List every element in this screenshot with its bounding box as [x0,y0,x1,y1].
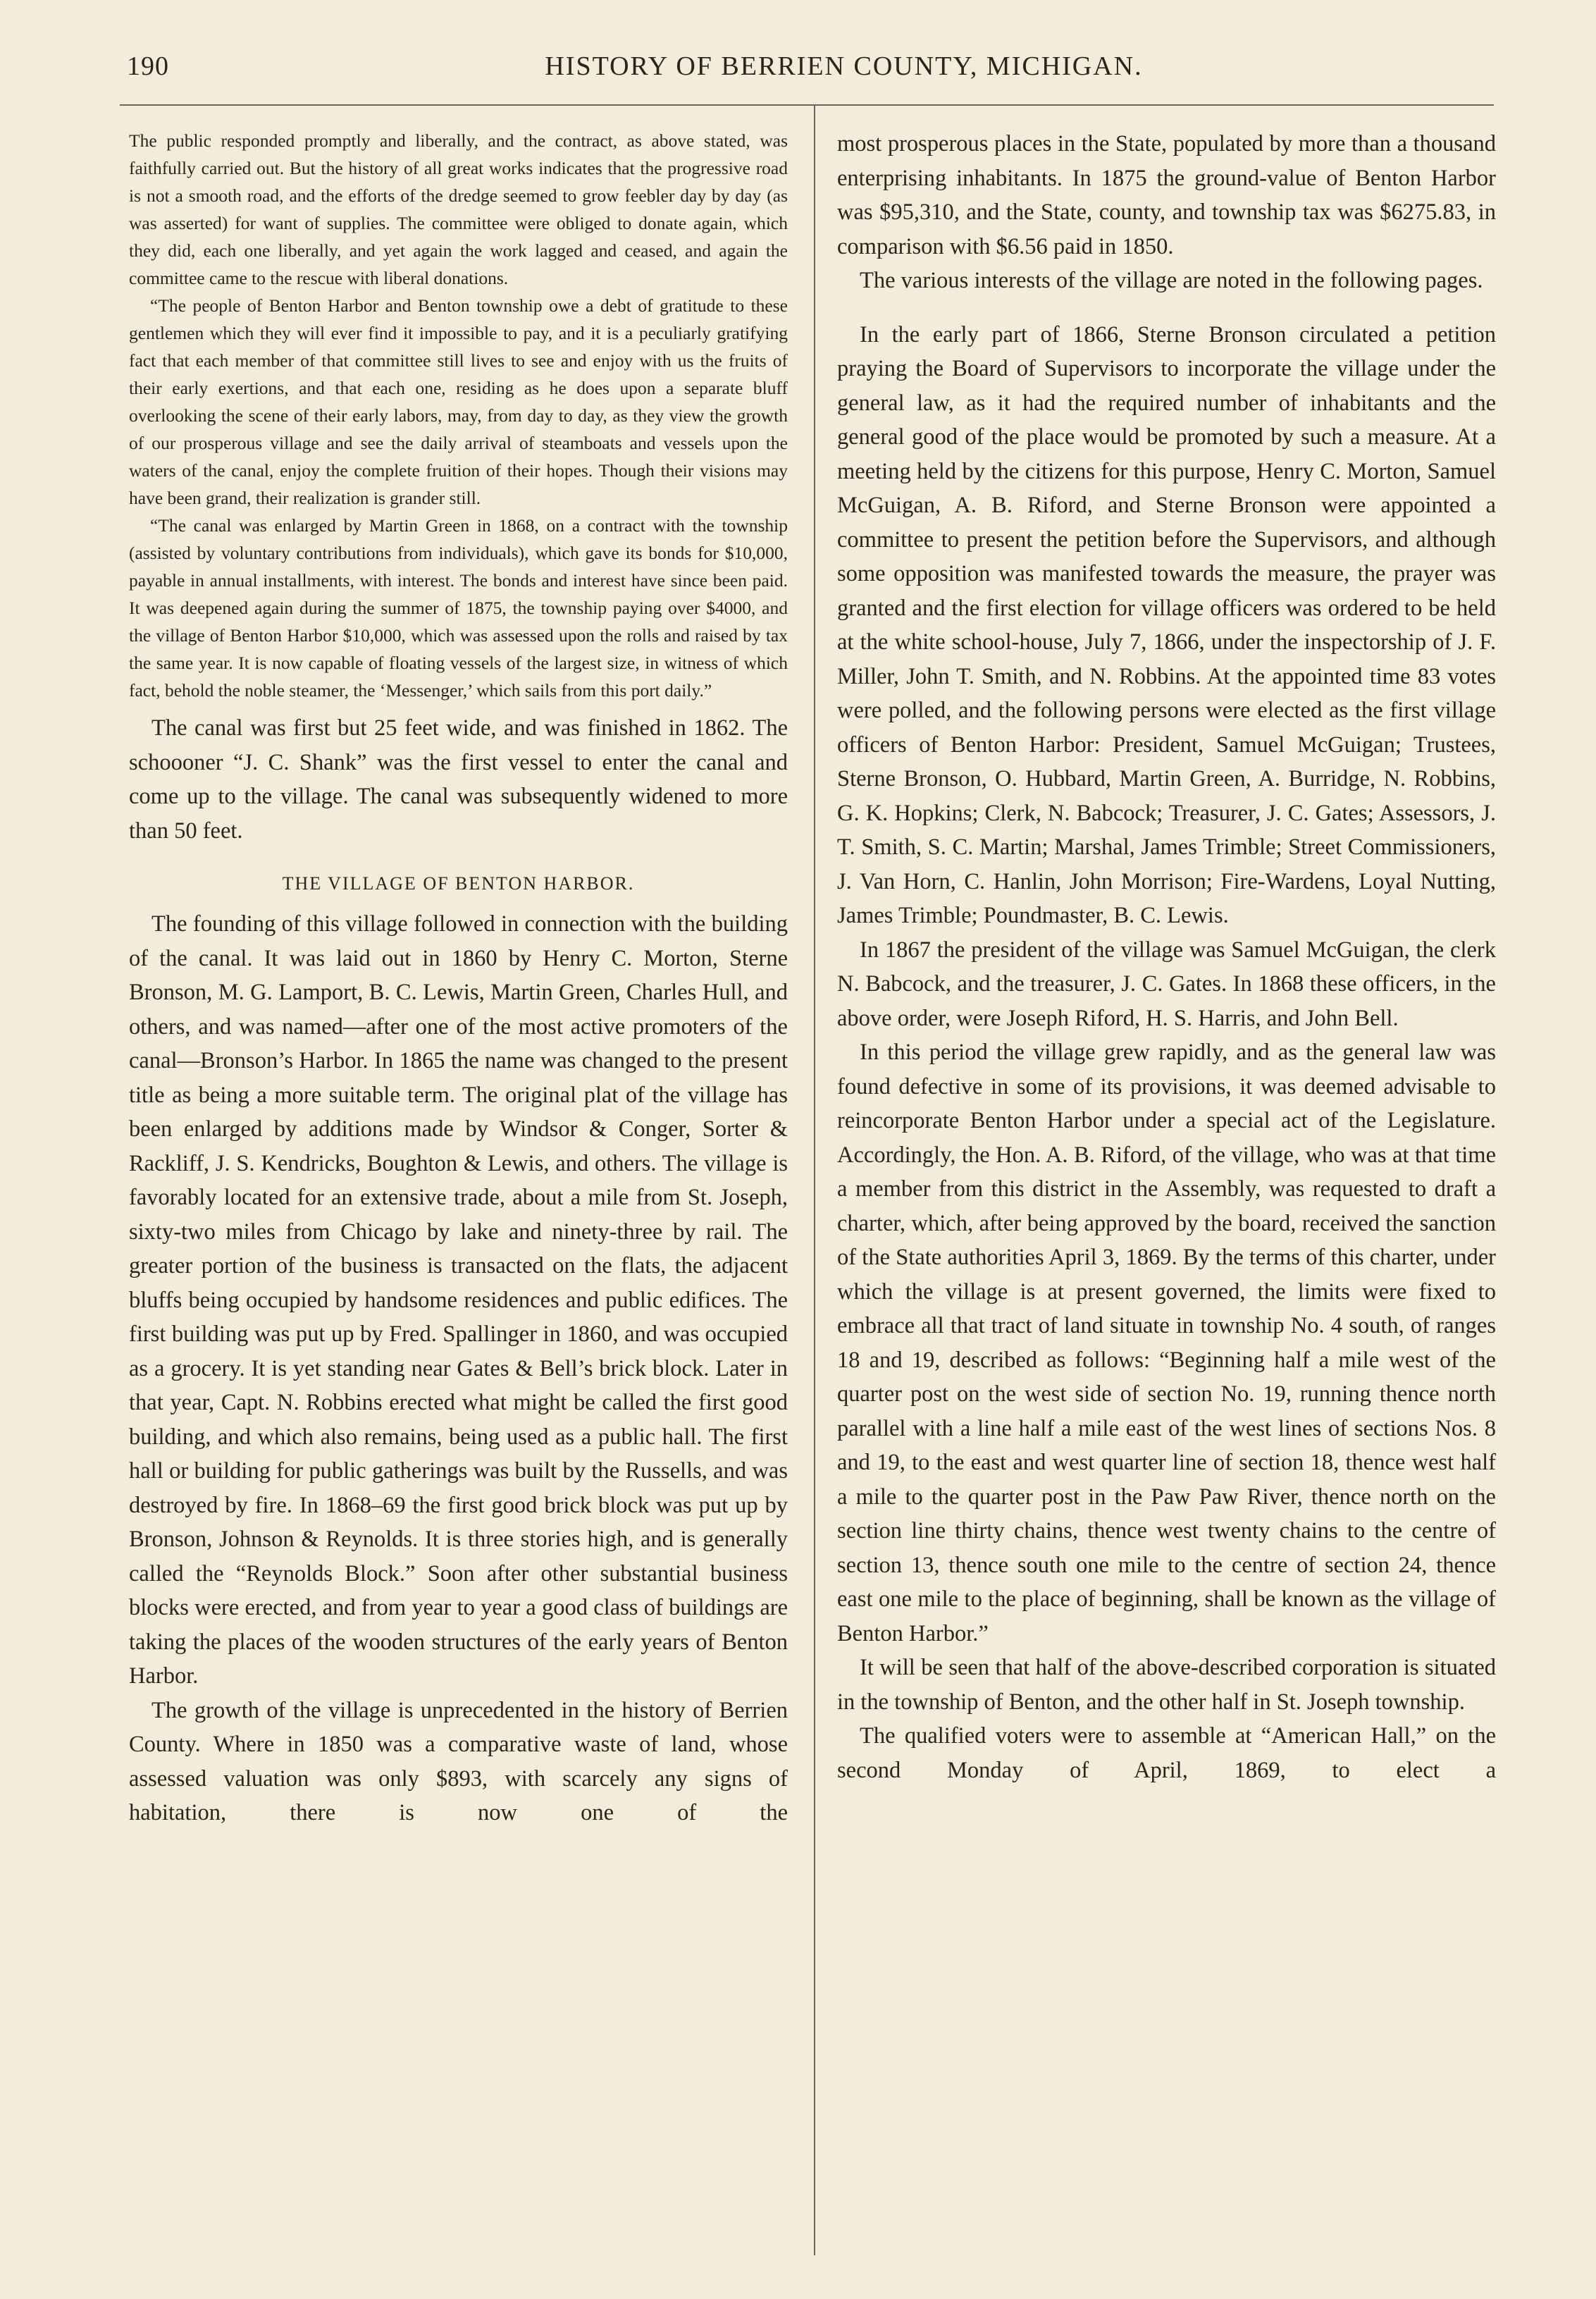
quote-paragraph: The public responded promptly and liberally, and the contract, as above stated, was faithfully carried out. But the history of all great works indicates that the progressive road is not a smooth road, and the efforts of the dredge seemed to grow feebler day by day (as was asserted) for want of supplies. The committee were obliged to donate again, which they did, each one liberally, and yet again the work lagged and ceased, and again the committee came to the rescue with liberal donations. [129,130,788,288]
village-paragraph: The growth of the village is unprecedented in the history of Berrien County. Where in 1850 was a comparative waste of land, whose assessed valuation was only $893, with scarcely any signs of habitation, there is now one of the [129,1697,788,1825]
canal-paragraph: The canal was first but 25 feet wide, and was finished in 1862. The schoooner “J. C. Shank” was the first vessel to enter the canal and come up to the village. The canal was subsequently widened to more than 50 feet. [129,715,788,844]
section-title: THE VILLAGE OF BENTON HARBOR. [282,873,635,894]
left-column [129,127,788,1830]
page-number: 190 [127,51,169,81]
body-paragraph: most prosperous places in the State, populated by more than a thousand enterprising inhabitants. In 1875 the ground-value of Benton Harbor was $95,310, and the State, county, and township tax was $6275.83, in comparison with $6.56 paid in 1850. [837,131,1496,259]
column-divider [814,106,815,2255]
header-rule [120,104,1494,106]
body-paragraph: The qualified voters were to assemble at “American Hall,” on the second Monday of April, 1869, to elect a [837,1723,1496,1783]
body-paragraph: In the early part of 1866, Sterne Bronson circulated a petition praying the Board of Supervisors to incorporate the village under the general law, as it had the required number of inhabitants and the general good of the place would be promoted by such a measure. At a meeting held by the citizens for this purpose, Henry C. Morton, Samuel McGuigan, A. B. Riford, and Sterne Bronson were appointed a committee to present the petition before the Supervisors, and although some opposition was manifested towards the measure, the prayer was granted and the first election for village officers was ordered to be held at the white school-house, July 7, 1866, under the inspectorship of J. F. Miller, John T. Smith, and N. Robbins. At the appointed time 83 votes were polled, and the following persons were elected as the first village officers of Benton Harbor: President, Samuel McGuigan; Trustees, Sterne Bronson, O. Hubbard, Martin Green, A. Burridge, N. Robbins, G. K. Hopkins; Clerk, N. Babcock; Treasurer, J. C. Gates; Assessors, J. T. Smith, S. C. Martin; Marshal, James Trimble; Street Commissioners, J. Van Horn, C. Hanlin, John Morrison; Fire-Wardens, Loyal Nutting, James Trimble; Poundmaster, B. C. Lewis. [837,321,1496,928]
body-paragraph: In 1867 the president of the village was Samuel McGuigan, the clerk N. Babcock, and the treasurer, J. C. Gates. In 1868 these officers, in the above order, were Joseph Riford, H. S. Harris, and John Bell. [837,937,1496,1031]
running-title: HISTORY OF BERRIEN COUNTY, MICHIGAN. [545,51,1143,81]
body-paragraph: In this period the village grew rapidly, and as the general law was found defective in some of its provisions, it was deemed advisable to reincorporate Benton Harbor under a special act of the Legislature. Accordingly, the Hon. A. B. Riford, of the village, who was at that time a member from this district in the Assembly, was requested to draft a charter, which, after being approved by the board, received the sanction of the State authorities April 3, 1869. By the terms of this charter, under which the village is at present governed, the limits were fixed to embrace all that tract of land situate in township No. 4 south, of ranges 18 and 19, described as follows: “Beginning half a mile west of the quarter post on the west side of section No. 19, running thence north parallel with a line half a mile east of the west lines of sections Nos. 8 and 19, to the east and west quarter line of section 18, thence west half a mile to the quarter post in the Paw Paw River, thence north on the section line thirty chains, thence west twenty chains to the centre of section 13, thence south one mile to the centre of section 24, thence east one mile to the place of beginning, shall be known as the village of Benton Harbor.” [837,1040,1496,1646]
body-paragraph: It will be seen that half of the above-described corporation is situated in the township of Benton, and the other half in St. Joseph township. [837,1655,1496,1715]
quote-paragraph: “The people of Benton Harbor and Benton township owe a debt of gratitude to these gentlemen which they will ever find it impossible to pay, and it is a peculiarly gratifying fact that each member of that committee still lives to see and enjoy with us the fruits of their early exertions, and that each one, residing as he does upon a separate bluff overlooking the scene of their early labors, may, from day to day, as they view the growth of our prosperous village and see the daily arrival of steamboats and vessels upon the waters of the canal, enjoy the complete fruition of their hopes. Though their visions may have been grand, their realization is grander still. [129,295,788,508]
village-paragraph: The founding of this village followed in connection with the building of the canal. It was laid out in 1860 by Henry C. Morton, Sterne Bronson, M. G. Lamport, B. C. Lewis, Martin Green, Charles Hull, and others, and was named—after one of the most active promoters of the canal—Bronson’s Harbor. In 1865 the name was changed to the present title as being a more suitable term. The original plat of the village has been enlarged by additions made by Windsor & Conger, Sorter & Rackliff, J. S. Kendricks, Boughton & Lewis, and others. The village is favorably located for an extensive trade, about a mile from St. Joseph, sixty-two miles from Chicago by lake and ninety-three by rail. The greater portion of the business is transacted on the flats, the adjacent bluffs being occupied by handsome residences and public edifices. The first building was put up by Fred. Spallinger in 1860, and was occupied as a grocery. It is yet standing near Gates & Bell’s brick block. Later in that year, Capt. N. Robbins erected what might be called the first good building, and which also remains, being used as a public hall. The first hall or building for public gatherings was built by the Russells, and was destroyed by fire. In 1868–69 the first good brick block was put up by Bronson, Johnson & Reynolds. It is three stories high, and is generally called the “Reynolds Block.” Soon after other substantial business blocks were erected, and from year to year a good class of buildings are taking the places of the wooden structures of the early years of Benton Harbor. [129,911,788,1689]
right-column [837,127,1496,1787]
body-paragraph: The various interests of the village are noted in the following pages. [860,268,1483,293]
quote-paragraph: “The canal was enlarged by Martin Green in 1868, on a contract with the township (assisted by voluntary contributions from individuals), which gave its bonds for $10,000, payable in annual installments, with interest. The bonds and interest have since been paid. It was deepened again during the summer of 1875, the township paying over $4000, and the village of Benton Harbor $10,000, which was assessed upon the rolls and raised by tax the same year. It is now capable of floating vessels of the largest size, in witness of which fact, behold the noble steamer, the ‘Messenger,’ which sails from this port daily.” [129,515,788,701]
